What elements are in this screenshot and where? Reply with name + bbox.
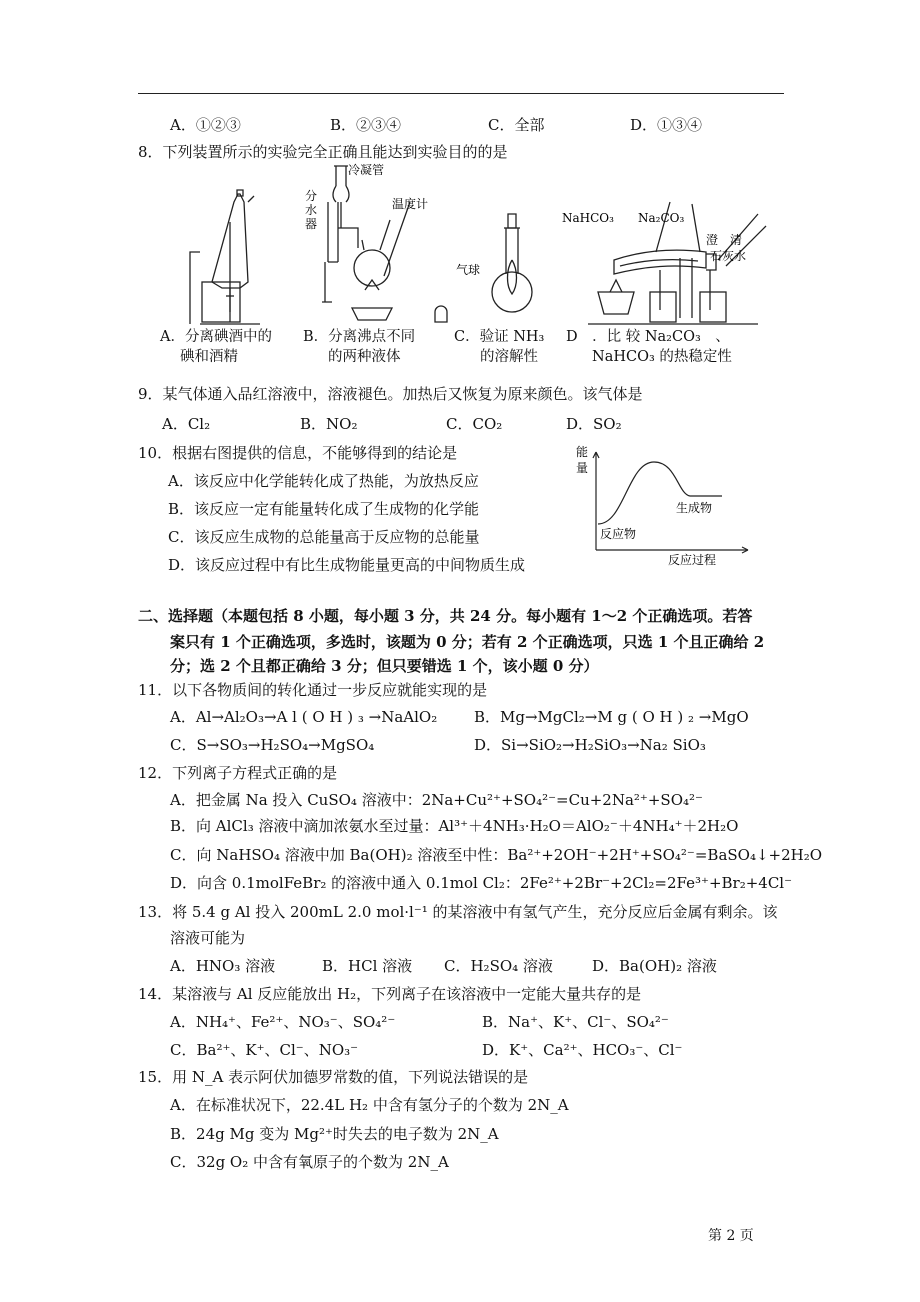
product-label: 生成物 xyxy=(676,501,713,515)
q8-caption-a-line1: A．分离碘酒中的 xyxy=(160,329,272,345)
q13-option-a: A．HNO₃ 溶液 xyxy=(170,957,276,975)
q14-option-b: B．Na⁺、K⁺、Cl⁻、SO₄²⁻ xyxy=(482,1013,669,1031)
q11-option-b: B．Mg→MgCl₂→M g ( O H ) ₂ →MgO xyxy=(474,708,749,726)
page-number: 第 2 页 xyxy=(708,1228,754,1244)
q8-caption-c-line2: 的溶解性 xyxy=(480,349,538,365)
q12-option-d: D．向含 0.1molFeBr₂ 的溶液中通入 0.1mol Cl₂：2Fe²⁺+2Br⁻+2Cl₂=2Fe³⁺+Br₂+4Cl⁻ xyxy=(170,874,793,892)
q10-option-b: B．该反应一定有能量转化成了生成物的化学能 xyxy=(168,500,480,518)
q8-caption-c-line1: C．验证 NH₃ xyxy=(454,329,545,345)
q10-stem: 10．根据右图提供的信息，不能够得到的结论是 xyxy=(138,444,458,462)
q10-option-a: A．该反应中化学能转化成了热能，为放热反应 xyxy=(168,472,479,490)
q8-caption-b-line1: B．分离沸点不同 xyxy=(303,329,416,345)
q8-caption-d-line2: NaHCO₃ 的热稳定性 xyxy=(592,349,732,365)
separator-label-3: 器 xyxy=(305,217,318,231)
q15-option-a: A．在标准状况下，22.4L H₂ 中含有氢分子的个数为 2N_A xyxy=(170,1096,569,1114)
q13-option-b: B．HCl 溶液 xyxy=(322,957,413,975)
q13-option-d: D．Ba(OH)₂ 溶液 xyxy=(592,957,717,975)
energy-diagram xyxy=(572,440,752,572)
q11-option-d: D．Si→SiO₂→H₂SiO₃→Na₂ SiO₃ xyxy=(474,736,706,754)
q15-option-c: C．32g O₂ 中含有氧原子的个数为 2N_A xyxy=(170,1153,449,1171)
q8-caption-a-line2: 碘和酒精 xyxy=(180,349,238,365)
q9-option-d: D．SO₂ xyxy=(566,415,622,433)
q8-caption-d-line1: D ．比 较 Na₂CO₃ 、 xyxy=(566,329,730,345)
q8-caption-b-line2: 的两种液体 xyxy=(328,349,401,365)
y-label-2: 量 xyxy=(576,461,589,475)
separatory-funnel-icon xyxy=(190,190,260,324)
q10-option-c: C．该反应生成物的总能量高于反应物的总能量 xyxy=(168,528,480,546)
q12-option-a: A．把金属 Na 投入 CuSO₄ 溶液中：2Na+Cu²⁺+SO₄²⁻=Cu+2Na²⁺+SO₄²⁻ xyxy=(170,791,703,809)
balloon-flask-icon xyxy=(492,214,532,312)
q11-stem: 11．以下各物质间的转化通过一步反应就能实现的是 xyxy=(138,681,488,699)
section2-line3: 分；选 2 个且都正确给 3 分；但只要错选 1 个，该小题 0 分） xyxy=(170,657,599,675)
q14-option-a: A．NH₄⁺、Fe²⁺、NO₃⁻、SO₄²⁻ xyxy=(170,1013,396,1031)
q7-option-b: B．②③④ xyxy=(330,116,402,134)
distillation-apparatus-icon xyxy=(322,166,447,322)
q11-option-a: A．Al→Al₂O₃→A l ( O H ) ₃ →NaAlO₂ xyxy=(170,708,438,726)
q10-option-d: D．该反应过程中有比生成物能量更高的中间物质生成 xyxy=(168,556,526,574)
q7-option-d: D．①③④ xyxy=(630,116,703,134)
q7-option-a: A．①②③ xyxy=(170,116,241,134)
nahco3-label: NaHCO₃ xyxy=(562,211,614,225)
header-rule xyxy=(138,93,784,94)
y-label-1: 能 xyxy=(576,445,589,459)
q13-stem-line2: 溶液可能为 xyxy=(170,929,246,947)
reactant-label: 反应物 xyxy=(600,527,637,541)
thermometer-label: 温度计 xyxy=(392,197,429,211)
separator-label-1: 分 xyxy=(305,189,318,203)
q12-stem: 12．下列离子方程式正确的是 xyxy=(138,764,338,782)
limewater-label-1: 澄 清 xyxy=(706,233,743,247)
q8-apparatus-figure xyxy=(140,162,780,332)
q14-option-c: C．Ba²⁺、K⁺、Cl⁻、NO₃⁻ xyxy=(170,1041,359,1059)
na2co3-label: Na₂CO₃ xyxy=(638,211,685,225)
separator-label-2: 水 xyxy=(305,203,318,217)
q15-stem: 15．用 N_A 表示阿伏加德罗常数的值，下列说法错误的是 xyxy=(138,1068,529,1086)
q12-option-c: C．向 NaHSO₄ 溶液中加 Ba(OH)₂ 溶液至中性：Ba²⁺+2OH⁻+2H⁺+SO₄²⁻=BaSO₄↓+2H₂O xyxy=(170,846,823,864)
q8-stem: 8．下列装置所示的实验完全正确且能达到实验目的的是 xyxy=(138,143,508,161)
section2-line1: 二、选择题（本题包括 8 小题，每小题 3 分，共 24 分。每小题有 1～2 个正确选项。若答 xyxy=(138,607,753,625)
q9-option-b: B．NO₂ xyxy=(300,415,358,433)
x-label: 反应过程 xyxy=(668,553,717,567)
q11-option-c: C．S→SO₃→H₂SO₄→MgSO₄ xyxy=(170,736,375,754)
q14-stem: 14．某溶液与 Al 反应能放出 H₂，下列离子在该溶液中一定能大量共存的是 xyxy=(138,985,642,1003)
q13-option-c: C．H₂SO₄ 溶液 xyxy=(444,957,553,975)
q9-stem: 9．某气体通入品红溶液中，溶液褪色。加热后又恢复为原来颜色。该气体是 xyxy=(138,385,643,403)
q9-option-a: A．Cl₂ xyxy=(162,415,211,433)
q13-stem-line1: 13．将 5.4 g Al 投入 200mL 2.0 mol·l⁻¹ 的某溶液中有氢气产生，充分反应后金属有剩余。该 xyxy=(138,903,778,921)
q7-option-c: C．全部 xyxy=(488,116,545,134)
q12-option-b: B．向 AlCl₃ 溶液中滴加浓氨水至过量：Al³⁺＋4NH₃·H₂O＝AlO₂⁻＋4NH₄⁺＋2H₂O xyxy=(170,817,739,835)
balloon-label: 气球 xyxy=(456,263,481,277)
condenser-label: 冷凝管 xyxy=(348,163,385,177)
limewater-label-2: 石灰水 xyxy=(710,249,747,263)
q14-option-d: D．K⁺、Ca²⁺、HCO₃⁻、Cl⁻ xyxy=(482,1041,683,1059)
section2-line2: 案只有 1 个正确选项，多选时，该题为 0 分；若有 2 个正确选项，只选 1 个且正确给 2 xyxy=(170,633,765,651)
q15-option-b: B．24g Mg 变为 Mg²⁺时失去的电子数为 2N_A xyxy=(170,1125,499,1143)
q9-option-c: C．CO₂ xyxy=(446,415,503,433)
